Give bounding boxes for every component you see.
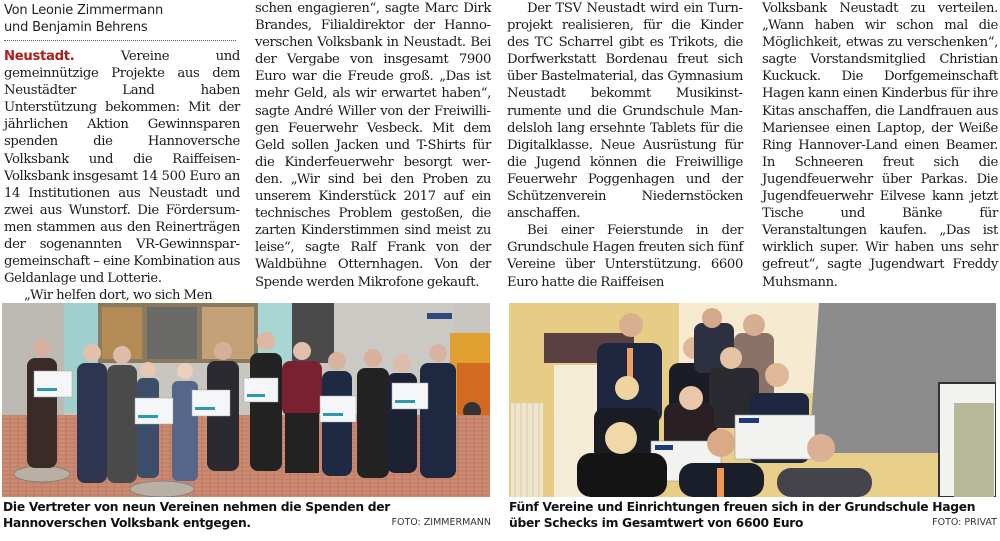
paragraph: „Wir helfen dort, wo sich Men — [24, 288, 213, 304]
article-column-2 — [255, 0, 491, 291]
byline-author-2: und Benjamin Behrens — [4, 19, 148, 35]
article-column-3 — [507, 0, 743, 291]
caption-text: Die Vertreter von neun Vereinen nehmen die Spenden der Hannoverschen Volksbank entgegen. — [3, 500, 391, 530]
dateline: Neustadt. — [4, 49, 75, 64]
photo-caption-2 — [509, 499, 997, 531]
photo-group-grundschule-hagen — [509, 303, 996, 497]
byline-author-1: Von Leonie Zimmermann — [4, 3, 164, 18]
paragraph-text: Vereine und gemeinnützige Projekte aus dem Neustädter Land haben Unterstützung bekommen: Mit der jährlichen Aktion Gewinnsparen spenden die Hannoversche Volksbank und die Raiffeisen-Volksbank insgesamt 14 500 Euro an 14 Institutionen aus Neustadt und zwei aus Wunstorf. Die Fördersummen stammen aus den Reinerträgen der sogenannten VR-Gewinnspargemeinschaft – eine Kombination aus Geldanlage und Lotterie. — [4, 49, 240, 287]
caption-text: Fünf Vereine und Einrichtungen freuen sich in der Grundschule Hagen über Schecks im Gesamtwert von 6600 Euro — [509, 500, 976, 530]
article-column-4 — [762, 0, 998, 291]
photo-credit: FOTO: PRIVAT — [932, 517, 997, 528]
paragraph: Bei einer Feierstunde in der Grundschule Hagen freuten sich fünf Vereine über Unterstützung. 6600 Euro hatte die Raiffeisen — [507, 223, 743, 290]
paragraph: Volksbank Neustadt zu verteilen. „Wann haben wir schon mal die Möglichkeit, etwas zu verschenken“, sagte Vorstandsmitglied Christian Kuckuck. Die Dorfgemeinschaft Hagen kann einen Kinderbus für ihre Kitas anschaffen, die Landfrauen aus Mariensee einen Laptop, der Weiße Ring Hannover-Land einen Beamer. In Schneeren freut sich die Jugendfeuerwehr über Parkas. Die Jugendfeuerwehr Eilvese kann jetzt Tische und Bänke für Veranstaltungen kaufen. „Das ist wirklich super. Wir haben uns sehr gefreut“, sagte Jugendwart Freddy Muhsmann. — [762, 1, 998, 290]
byline-divider — [4, 40, 236, 41]
photo-group-volksbank — [2, 303, 490, 497]
article-column-1 — [4, 0, 240, 304]
photo-caption-1 — [3, 499, 491, 531]
paragraph: Der TSV Neustadt wird ein Turnprojekt realisieren, für die Kinder des TC Scharrel gibt es Trikots, die Dorfwerkstatt Bordenau freut sich über Bastelmaterial, das Gymnasium Neustadt bekommt Musikinstrumente und die Grundschule Mandelsloh lang ersehnte Tablets für die Digitalklasse. Neue Ausrüstung für die Jugend können die Freiwillige Feuerwehr Poggenhagen und der Schützenverein Niedernstöcken anschaffen. — [507, 1, 743, 222]
paragraph: schen engagieren“, sagte Marc Dirk Brandes, Filialdirektor der Hannoverschen Volksbank in Neustadt. Bei der Vergabe von insgesamt 7900 Euro war die Freude groß. „Das ist mehr Geld, als wir erwartet haben“, sagte André Willer von der Freiwilligen Feuerwehr Vesbeck. Mit dem Geld sollen Jacken und T-Shirts für die Kinderfeuerwehr besorgt werden. „Wir sind bei den Proben zu unserem Kinderstück 2017 auf ein technisches Problem gestoßen, die zarten Kinderstimmen sind meist zu leise“, sagte Ralf Frank von der Waldbühne Otternhagen. Von der Spende werden Mikrofone gekauft. — [255, 1, 491, 290]
photo-credit: FOTO: ZIMMERMANN — [391, 517, 491, 528]
paragraph — [4, 48, 240, 287]
byline — [4, 3, 240, 36]
